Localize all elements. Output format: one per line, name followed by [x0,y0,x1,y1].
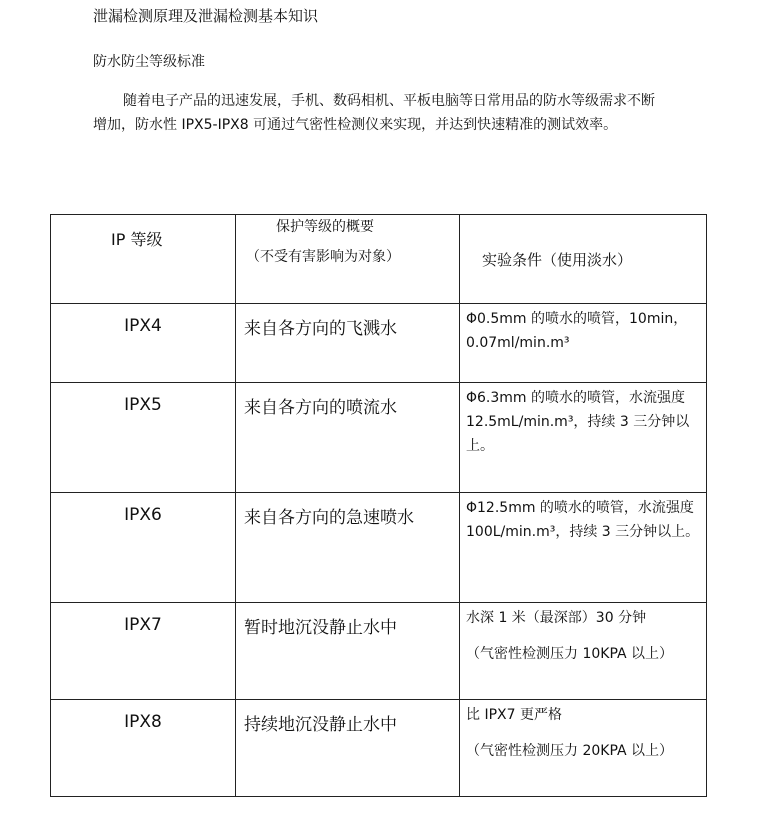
document-title: 泄漏检测原理及泄漏检测基本知识 [93,7,319,25]
header-desc-line2: （不受有害影响为对象） [246,249,400,265]
cell-level: IPX6 [51,493,236,603]
cell-desc: 持续地沉没静止水中 [236,700,460,797]
cell-cond: Φ12.5mm 的喷水的喷管，水流强度 100L/min.m³，持续 3 三分钟以上。 [460,493,707,603]
cell-cond: Φ6.3mm 的喷水的喷管，水流强度 12.5mL/min.m³，持续 3 三分钟以上。 [460,383,707,493]
table-row [51,304,707,383]
cell-level: IPX5 [51,383,236,493]
cell-cond: 比 IPX7 更严格 （气密性检测压力 20KPA 以上） [460,700,707,797]
cell-desc: 来自各方向的急速喷水 [236,493,460,603]
cell-desc: 来自各方向的飞溅水 [236,304,460,383]
table-header-row [51,215,707,304]
table-row [51,603,707,700]
table-row [51,493,707,603]
cell-desc: 来自各方向的喷流水 [236,383,460,493]
table-row [51,383,707,493]
cell-cond: Φ0.5mm 的喷水的喷管，10min，0.07ml/min.m³ [460,304,707,383]
header-desc-line1: 保护等级的概要 [276,219,374,235]
header-ip-level: IP 等级 [51,215,236,304]
header-protection-summary [236,215,460,304]
cell-level: IPX7 [51,603,236,700]
table-row [51,700,707,797]
intro-paragraph [93,89,663,137]
cell-level: IPX8 [51,700,236,797]
intro-paragraph-text: 随着电子产品的迅速发展，手机、数码相机、平板电脑等日常用品的防水等级需求不断增加，防水性 IPX5-IPX8 可通过气密性检测仪来实现，并达到快速精准的测试效率。 [93,93,655,133]
cell-cond: 水深 1 米（最深部）30 分钟 （气密性检测压力 10KPA 以上） [460,603,707,700]
cell-level: IPX4 [51,304,236,383]
header-test-condition: 实验条件（使用淡水） [460,215,707,304]
ip-rating-table [50,214,707,797]
cell-desc: 暂时地沉没静止水中 [236,603,460,700]
section-subtitle: 防水防尘等级标准 [93,54,205,70]
